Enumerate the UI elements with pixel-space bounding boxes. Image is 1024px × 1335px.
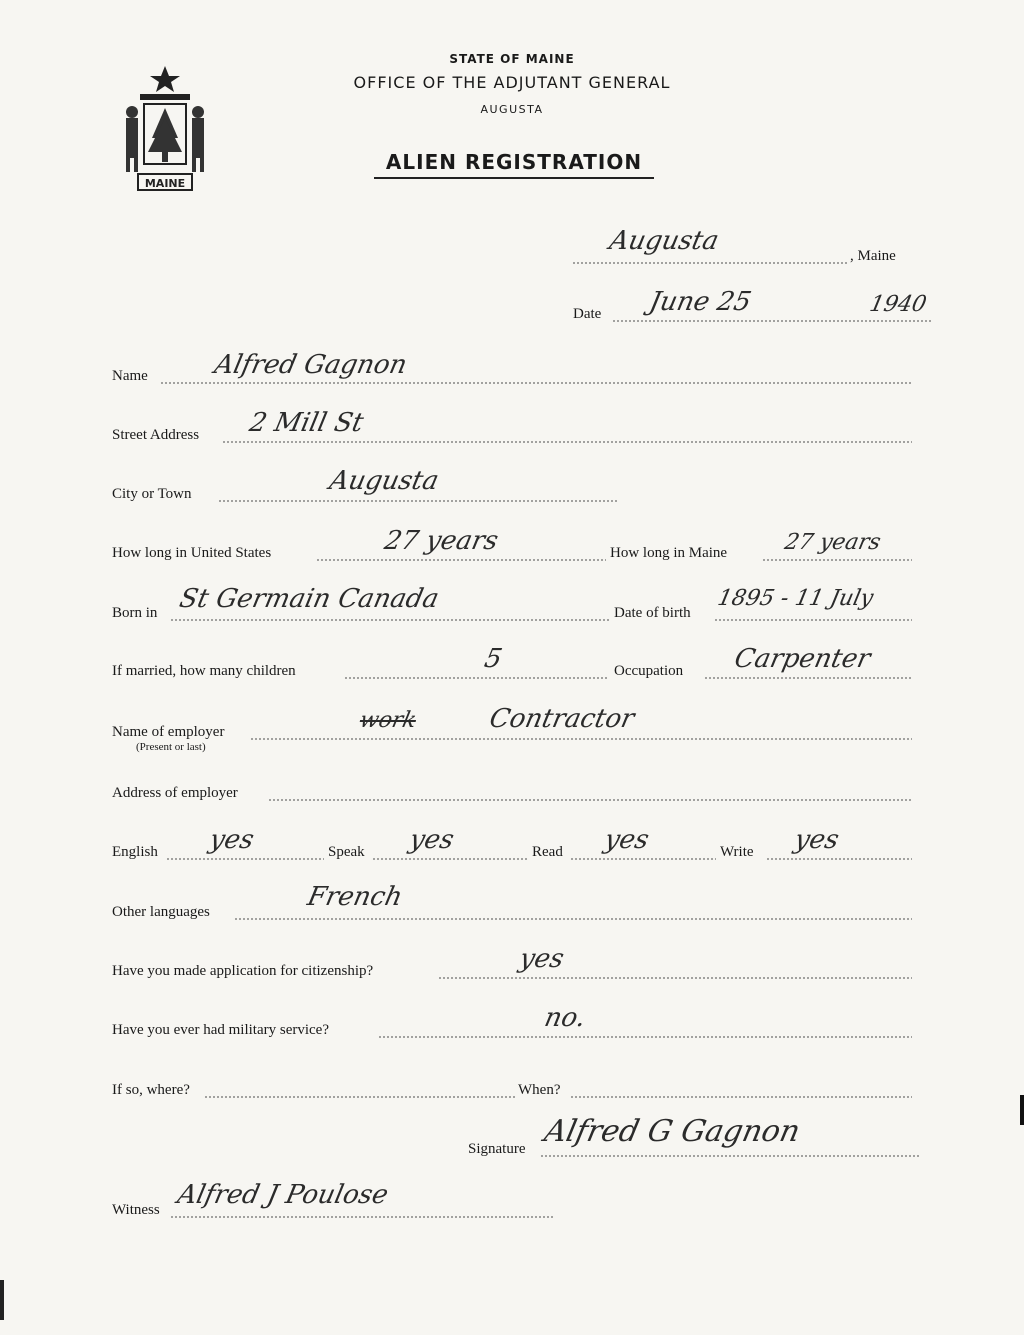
place-value: Augusta: [606, 226, 722, 256]
born-in-value: St Germain Canada: [176, 584, 442, 614]
city-town-label: City or Town: [112, 486, 192, 502]
employer-address-line: [268, 799, 912, 801]
date-line: [612, 320, 932, 322]
date-of-birth-label: Date of birth: [614, 605, 691, 621]
street-address-line: [222, 441, 912, 443]
signature-value: Alfred G Gagnon: [541, 1114, 804, 1149]
speak-value: yes: [406, 825, 457, 855]
read-value: yes: [601, 825, 652, 855]
children-value: 5: [481, 644, 505, 674]
city-town-line: [218, 500, 618, 502]
header-office: OFFICE OF THE ADJUTANT GENERAL: [353, 73, 671, 92]
citizenship-label: Have you made application for citizenship?: [112, 963, 374, 979]
read-line: [570, 858, 716, 860]
when-label: When?: [518, 1082, 561, 1098]
date-of-birth-line: [714, 619, 912, 621]
read-label: Read: [532, 844, 563, 860]
military-value: no.: [541, 1003, 589, 1033]
how-long-us-label: How long in United States: [112, 545, 272, 561]
english-line: [166, 858, 324, 860]
witness-label: Witness: [112, 1202, 160, 1218]
english-value: yes: [206, 825, 257, 855]
other-languages-value: French: [304, 882, 406, 912]
citizenship-line: [438, 977, 912, 979]
occupation-value: Carpenter: [731, 644, 874, 674]
children-label: If married, how many children: [112, 663, 296, 679]
other-languages-label: Other languages: [112, 904, 210, 920]
city-town-value: Augusta: [326, 466, 442, 496]
military-line: [378, 1036, 912, 1038]
employer-struck-value: work: [357, 708, 419, 733]
how-long-us-line: [316, 559, 606, 561]
witness-line: [170, 1216, 555, 1218]
speak-line: [372, 858, 528, 860]
header-city: AUGUSTA: [480, 103, 544, 116]
date-value: June 25: [646, 287, 754, 317]
employer-label: Name of employer: [112, 724, 225, 740]
header-state: STATE OF MAINE: [449, 52, 575, 66]
maine-label: , Maine: [850, 248, 896, 264]
employer-line: [250, 738, 912, 740]
name-line: [160, 382, 912, 384]
signature-line: [540, 1155, 920, 1157]
scan-edge-mark: [1020, 1095, 1024, 1125]
if-so-where-label: If so, where?: [112, 1082, 190, 1098]
employer-address-label: Address of employer: [112, 785, 238, 801]
date-label: Date: [573, 306, 602, 322]
name-label: Name: [112, 368, 148, 384]
born-in-line: [170, 619, 610, 621]
employer-note: (Present or last): [136, 741, 206, 753]
english-label: English: [112, 844, 158, 860]
how-long-us-value: 27 years: [381, 526, 501, 556]
date-of-birth-value: 1895 - 11 July: [715, 586, 876, 611]
when-line: [570, 1096, 912, 1098]
how-long-maine-label: How long in Maine: [610, 545, 728, 561]
write-label: Write: [720, 844, 754, 860]
occupation-label: Occupation: [614, 663, 684, 679]
employer-value: Contractor: [486, 704, 637, 734]
street-address-label: Street Address: [112, 427, 200, 443]
other-languages-line: [234, 918, 912, 920]
speak-label: Speak: [328, 844, 365, 860]
seal-banner-text: MAINE: [144, 177, 186, 190]
children-line: [344, 677, 609, 679]
citizenship-value: yes: [516, 944, 567, 974]
scan-edge-mark-left: [0, 1280, 4, 1320]
name-value: Alfred Gagnon: [211, 350, 410, 380]
witness-value: Alfred J Poulose: [174, 1180, 391, 1210]
write-value: yes: [791, 825, 842, 855]
born-in-label: Born in: [112, 605, 158, 621]
if-so-where-line: [204, 1096, 516, 1098]
military-label: Have you ever had military service?: [112, 1022, 329, 1038]
place-line: [572, 262, 847, 264]
occupation-line: [704, 677, 912, 679]
how-long-maine-line: [762, 559, 912, 561]
date-year-value: 1940: [867, 292, 929, 317]
form-title: ALIEN REGISTRATION: [374, 150, 654, 179]
how-long-maine-value: 27 years: [782, 530, 884, 555]
signature-label: Signature: [468, 1141, 526, 1157]
street-address-value: 2 Mill St: [246, 408, 367, 438]
write-line: [766, 858, 912, 860]
